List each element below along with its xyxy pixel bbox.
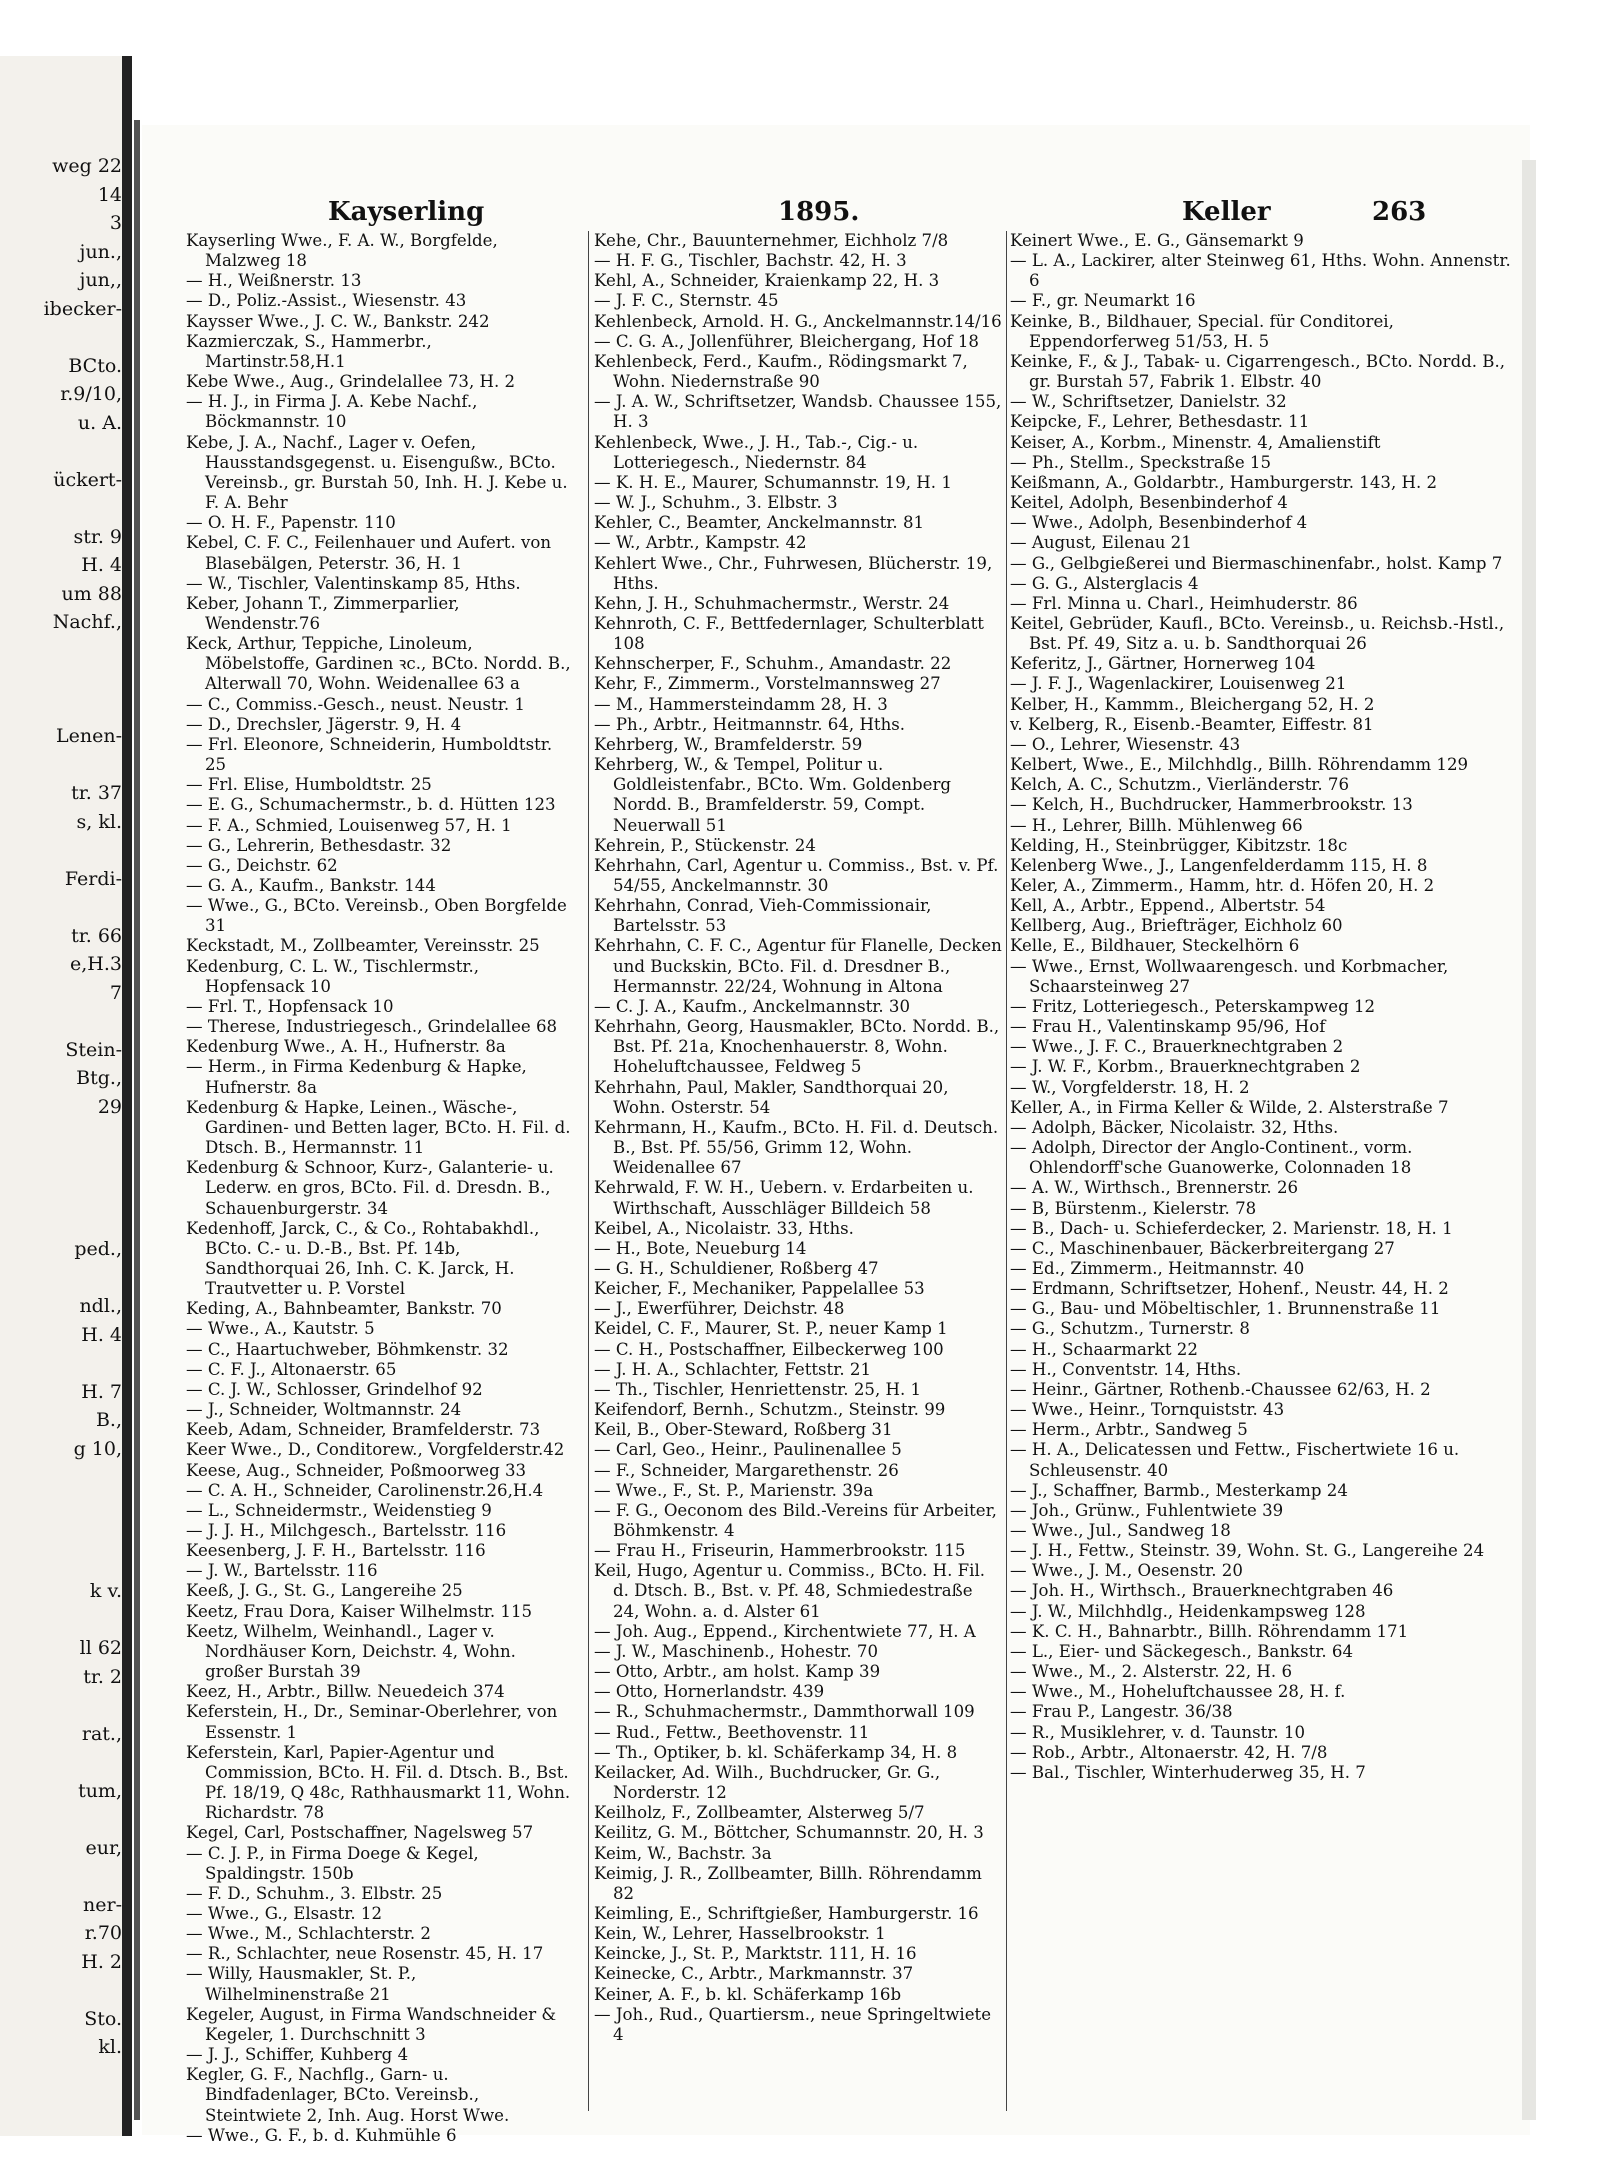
directory-entry: Kehlenbeck, Wwe., J. H., Tab.-, Cig.- u. Lotteriegesch., Niedernstr. 84 (594, 432, 919, 472)
directory-entry: — J., Ewerführer, Deichstr. 48 (594, 1299, 845, 1319)
directory-entry: Keck, Arthur, Teppiche, Linoleum, Möbelstoffe, Gardinen ꝛc., BCto. Nordd. B., Alterwall 70, Wohn. Weidenallee 63 a (186, 634, 571, 694)
directory-entry: — G. H., Schuldiener, Roßberg 47 (594, 1258, 879, 1278)
directory-entry: Keller, A., in Firma Keller & Wilde, 2. Alsterstraße 7 (1010, 1097, 1449, 1117)
directory-entry: Keding, A., Bahnbeamter, Bankstr. 70 (186, 1299, 502, 1319)
directory-entry: — F., Schneider, Margarethenstr. 26 (594, 1460, 899, 1480)
adjacent-page-fragment: Lenen- (56, 725, 122, 747)
directory-entry: — Joh., Rud., Quartiersm., neue Springeltwiete 4 (594, 2004, 992, 2044)
directory-entry: Keetz, Wilhelm, Weinhandl., Lager v. Nordhäuser Korn, Deichstr. 4, Wohn. großer Burstah 39 (186, 1621, 516, 1682)
directory-entry: Keil, B., Ober-Steward, Roßberg 31 (594, 1420, 893, 1440)
directory-entry: — R., Schuhmachermstr., Dammthorwall 109 (594, 1702, 975, 1722)
adjacent-page-fragment: Ferdi- (64, 867, 122, 890)
directory-entry: — C. J. W., Schlosser, Grindelhof 92 (186, 1379, 483, 1399)
adjacent-page-strip (0, 56, 125, 2136)
directory-entry: — Ph., Stellm., Speckstraße 15 (1010, 452, 1272, 472)
directory-entry: Kegel, Carl, Postschaffner, Nagelsweg 57 (186, 1823, 534, 1843)
directory-entry: — C. J. P., in Firma Doege & Kegel, Spaldingstr. 150b (186, 1843, 479, 1883)
adjacent-page-fragment: tr. 2 (83, 1665, 122, 1688)
directory-entry: — Wwe., G., BCto. Vereinsb., Oben Borgfelde 31 (186, 896, 567, 936)
directory-entry: — G., Lehrerin, Bethesdastr. 32 (186, 835, 452, 855)
directory-entry: — Frau H., Friseurin, Hammerbrookstr. 115 (594, 1541, 966, 1561)
directory-entry: — H. A., Delicatessen und Fettw., Fischertwiete 16 u. Schleusenstr. 40 (1010, 1440, 1460, 1480)
directory-entry: — L. A., Lackirer, alter Steinweg 61, Hths. Wohn. Annenstr. 6 (1010, 251, 1511, 291)
directory-entry: Kehrein, P., Stückenstr. 24 (594, 835, 816, 855)
adjacent-page-fragment: 29 (97, 1095, 122, 1118)
adjacent-page-fragment: jun,, (79, 269, 122, 291)
directory-entry: — C. F. J., Altonaerstr. 65 (186, 1359, 397, 1379)
directory-entry: — Bal., Tischler, Winterhuderweg 35, H. 7 (1010, 1762, 1366, 1782)
directory-entry: — Therese, Industriegesch., Grindelallee 68 (186, 1017, 558, 1037)
directory-entry: — D., Drechsler, Jägerstr. 9, H. 4 (186, 714, 462, 734)
directory-entry: Keese, Aug., Schneider, Poßmoorweg 33 (186, 1460, 527, 1480)
directory-entry: — J. J. H., Milchgesch., Bartelsstr. 116 (186, 1521, 507, 1540)
gutter-shadow (134, 120, 140, 2120)
directory-entry: — Ed., Zimmerm., Heitmannstr. 40 (1010, 1258, 1305, 1278)
adjacent-page-fragment: jun., (79, 240, 122, 263)
directory-entry: — G. A., Kaufm., Bankstr. 144 (186, 876, 436, 895)
directory-entry: Kell, A., Arbtr., Eppend., Albertstr. 54 (1010, 896, 1326, 916)
directory-entry: — D., Poliz.-Assist., Wiesenstr. 43 (186, 291, 467, 311)
directory-entry: Kehrhahn, Paul, Makler, Sandthorquai 20, Wohn. Osterstr. 54 (594, 1077, 949, 1117)
directory-entry: — K. H. E., Maurer, Schumannstr. 19, H. 1 (594, 472, 952, 492)
directory-entry: — Wwe., F., St. P., Marienstr. 39a (594, 1480, 874, 1500)
directory-entry: — O. H. F., Papenstr. 110 (186, 513, 396, 533)
directory-entry: Keimling, E., Schriftgießer, Hamburgerstr. 16 (594, 1903, 979, 1923)
directory-entry: — Ph., Arbtr., Heitmannstr. 64, Hths. (594, 714, 906, 734)
directory-entry: Keincke, J., St. P., Marktstr. 111, H. 16 (594, 1944, 917, 1964)
directory-entry: — C. H., Postschaffner, Eilbeckerweg 100 (594, 1339, 944, 1359)
directory-entry: Kehe, Chr., Bauunternehmer, Eichholz 7/8 (594, 231, 949, 250)
directory-entry: Kehrhahn, C. F. C., Agentur für Flanelle, Decken und Buckskin, BCto. Fil. d. Dresdner B., Hermannstr. 22/24, Wohnung in Altona (594, 936, 1002, 996)
directory-column-2 (594, 231, 1002, 2111)
adjacent-page-fragment: 3 (109, 212, 122, 234)
directory-entry: Keinert Wwe., E. G., Gänsemarkt 9 (1010, 231, 1304, 250)
directory-entry: Keinke, F., & J., Tabak- u. Cigarrengesch., BCto. Nordd. B., gr. Burstah 57, Fabrik 1. Elbstr. 40 (1010, 351, 1505, 392)
directory-entry: — Erdmann, Schriftsetzer, Hohenf., Neustr. 44, H. 2 (1010, 1279, 1449, 1299)
directory-entry: — W., Vorgfelderstr. 18, H. 2 (1010, 1077, 1250, 1097)
directory-entry: Keidel, C. F., Maurer, St. P., neuer Kamp 1 (594, 1319, 948, 1339)
directory-entry: — K. C. H., Bahnarbtr., Billh. Röhrendamm 171 (1010, 1621, 1409, 1641)
directory-entry: — J. W., Maschinenb., Hohestr. 70 (594, 1641, 879, 1661)
directory-entry: — F., gr. Neumarkt 16 (1010, 291, 1196, 311)
directory-entry: Keckstadt, M., Zollbeamter, Vereinsstr. 25 (186, 936, 540, 956)
directory-entry: — H., Lehrer, Billh. Mühlenweg 66 (1010, 815, 1303, 835)
directory-entry: — Wwe., Jul., Sandweg 18 (1010, 1521, 1231, 1540)
adjacent-page-fragment: tum, (78, 1779, 122, 1802)
adjacent-page-fragment: tr. 37 (71, 782, 122, 804)
directory-entry: Keferitz, J., Gärtner, Hornerweg 104 (1010, 654, 1316, 674)
adjacent-page-fragment: Stein- (65, 1038, 122, 1061)
directory-entry: Kehn, J. H., Schuhmachermstr., Werstr. 24 (594, 593, 950, 613)
directory-entry: Keil, Hugo, Agentur u. Commiss., BCto. H. Fil. d. Dtsch. B., Bst. v. Pf. 48, Schmiedestraße 24, Wohn. a. d. Alster 61 (594, 1561, 986, 1621)
directory-entry: Kehrhahn, Conrad, Vieh-Commissionair, Bartelsstr. 53 (594, 896, 932, 936)
directory-entry: — J. J., Schiffer, Kuhberg 4 (186, 2045, 409, 2065)
directory-entry: — Joh., Grünw., Fuhlentwiete 39 (1010, 1500, 1284, 1520)
adjacent-page-fragment: ll 62 (79, 1637, 122, 1659)
directory-entry: — W., Tischler, Valentinskamp 85, Hths. (186, 573, 521, 593)
page-edge (1522, 160, 1536, 2120)
directory-entry: — E. G., Schumachermstr., b. d. Hütten 123 (186, 795, 556, 815)
directory-entry: — W., Arbtr., Kampstr. 42 (594, 533, 807, 553)
directory-entry: — J. W., Milchhdlg., Heidenkampsweg 128 (1010, 1601, 1366, 1621)
directory-entry: Kehler, C., Beamter, Anckelmannstr. 81 (594, 513, 925, 533)
directory-entry: — C., Maschinenbauer, Bäckerbreitergang 27 (1010, 1238, 1395, 1258)
directory-entry: — L., Eier- und Säckegesch., Bankstr. 64 (1010, 1641, 1354, 1661)
directory-entry: — M., Hammersteindamm 28, H. 3 (594, 694, 888, 714)
adjacent-page-fragment: B., (95, 1409, 122, 1431)
adjacent-page-fragment: rat., (81, 1722, 122, 1745)
directory-entry: Kehrwald, F. W. H., Uebern. v. Erdarbeiten u. Wirthschaft, Ausschläger Billdeich 58 (594, 1178, 974, 1218)
directory-entry: Kelle, E., Bildhauer, Steckelhörn 6 (1010, 936, 1300, 956)
directory-entry: — Frau H., Valentinskamp 95/96, Hof (1010, 1017, 1326, 1037)
directory-entry: Kegler, G. F., Nachflg., Garn- u. Bindfadenlager, BCto. Vereinsb., Steintwiete 2, Inh. Aug. Horst Wwe. (186, 2065, 510, 2125)
directory-entry: Keifendorf, Bernh., Schutzm., Steinstr. 99 (594, 1400, 946, 1420)
directory-entry: — Joh. H., Wirthsch., Brauerknechtgraben 46 (1010, 1581, 1394, 1601)
directory-entry: — H. F. G., Tischler, Bachstr. 42, H. 3 (594, 251, 907, 271)
directory-entry: — F. G., Oeconom des Bild.-Vereins für Arbeiter, Böhmkenstr. 4 (594, 1500, 997, 1540)
directory-entry: Keitel, Gebrüder, Kaufl., BCto. Vereinsb., u. Reichsb.-Hstl., Bst. Pf. 49, Sitz a. u. b. Sandthorquai 26 (1010, 613, 1505, 654)
directory-entry: — H., Bote, Neueburg 14 (594, 1238, 807, 1258)
directory-entry: — G., Deichstr. 62 (186, 855, 338, 875)
directory-entry: — Joh. Aug., Eppend., Kirchentwiete 77, H. A (594, 1621, 976, 1641)
directory-entry: — G., Schutzm., Turnerstr. 8 (1010, 1319, 1250, 1339)
directory-entry: — August, Eilenau 21 (1010, 533, 1192, 553)
directory-entry: — O., Lehrer, Wiesenstr. 43 (1010, 734, 1241, 754)
directory-entry: — Herm., in Firma Kedenburg & Hapke, Hufnerstr. 8a (186, 1057, 527, 1097)
directory-entry: Kehrberg, W., Bramfelderstr. 59 (594, 734, 863, 754)
directory-entry: Keferstein, Karl, Papier-Agentur und Commission, BCto. H. Fil. d. Dtsch. B., Bst. Pf. 18/19, Q 48c, Rathhausmarkt 11, Wohn. Richardstr. 78 (186, 1742, 571, 1823)
directory-entry: Keber, Johann T., Zimmerparlier, Wendenstr.76 (186, 593, 460, 633)
adjacent-page-fragment: Sto. (84, 2007, 122, 2030)
directory-entry: — Willy, Hausmakler, St. P., Wilhelminenstraße 21 (186, 1964, 417, 2004)
directory-entry: Keißmann, A., Goldarbtr., Hamburgerstr. 143, H. 2 (1010, 472, 1438, 492)
directory-entry: Kelding, H., Steinbrügger, Kibitzstr. 18c (1010, 835, 1348, 855)
adjacent-page-fragment: s, kl. (76, 810, 122, 833)
directory-entry: Keimig, J. R., Zollbeamter, Billh. Röhrendamm 82 (594, 1863, 982, 1903)
directory-entry: — J. W. F., Korbm., Brauerknechtgraben 2 (1010, 1057, 1361, 1077)
adjacent-page-fragment: Nachf., (52, 611, 122, 633)
directory-entry: Kelbert, Wwe., E., Milchhdlg., Billh. Röhrendamm 129 (1010, 755, 1469, 775)
directory-entry: — G., Bau- und Möbeltischler, 1. Brunnenstraße 11 (1010, 1299, 1441, 1319)
directory-entry: — Frl. Eleonore, Schneiderin, Humboldtstr. 25 (186, 734, 553, 775)
directory-entry: Keer Wwe., D., Conditorew., Vorgfelderstr.42 (186, 1440, 565, 1460)
adjacent-page-fragment: str. 9 (73, 525, 122, 548)
directory-entry: Kayserling Wwe., F. A. W., Borgfelde, Malzweg 18 (186, 231, 498, 271)
directory-entry: — Fritz, Lotteriegesch., Peterskampweg 12 (1010, 996, 1376, 1016)
directory-entry: Keeb, Adam, Schneider, Bramfelderstr. 73 (186, 1420, 541, 1440)
directory-entry: — J. W., Bartelsstr. 116 (186, 1561, 378, 1581)
directory-entry: — H., Schaarmarkt 22 (1010, 1339, 1198, 1359)
directory-entry: — C., Haartuchweber, Böhmkenstr. 32 (186, 1339, 509, 1359)
directory-entry: — L., Schneidermstr., Weidenstieg 9 (186, 1500, 492, 1520)
adjacent-page-fragment: u. A. (77, 411, 122, 434)
directory-entry: — J. F. C., Sternstr. 45 (594, 291, 779, 311)
directory-entry: — C. A. H., Schneider, Carolinenstr.26,H.4 (186, 1480, 544, 1500)
adjacent-page-fragment: H. 4 (81, 554, 122, 576)
adjacent-page-fragment: tr. 66 (71, 924, 122, 947)
directory-entry: — Th., Optiker, b. kl. Schäferkamp 34, H. 8 (594, 1742, 958, 1762)
directory-entry: — Wwe., Ernst, Wollwaarengesch. und Korbmacher, Schaarsteinweg 27 (1010, 956, 1449, 996)
directory-entry: — F. A., Schmied, Louisenweg 57, H. 1 (186, 815, 512, 835)
directory-entry: — Wwe., M., Schlachterstr. 2 (186, 1924, 431, 1944)
directory-entry: — J. H. A., Schlachter, Fettstr. 21 (594, 1359, 872, 1379)
directory-entry: Kehlenbeck, Ferd., Kaufm., Rödingsmarkt 7, Wohn. Niedernstraße 90 (594, 351, 968, 392)
directory-entry: Kehl, A., Schneider, Kraienkamp 22, H. 3 (594, 271, 940, 291)
header-year: 1895. (778, 197, 860, 227)
header-right-keyword: Keller (1182, 197, 1271, 227)
adjacent-page-fragment: BCto. (68, 354, 122, 377)
header-left-keyword: Kayserling (328, 197, 485, 227)
directory-entry: — Wwe., Adolph, Besenbinderhof 4 (1010, 513, 1308, 533)
directory-entry: Keiser, A., Korbm., Minenstr. 4, Amalienstift (1010, 432, 1381, 452)
directory-entry: Kehnscherper, F., Schuhm., Amandastr. 22 (594, 654, 952, 674)
adjacent-page-fragment: kl. (98, 2036, 122, 2058)
adjacent-page-fragment: H. 4 (81, 1323, 122, 1346)
directory-entry: — Th., Tischler, Henriettenstr. 25, H. 1 (594, 1379, 922, 1399)
directory-entry: v. Kelberg, R., Eisenb.-Beamter, Eiffestr. 81 (1010, 714, 1374, 734)
directory-entry: Keilitz, G. M., Böttcher, Schumannstr. 20, H. 3 (594, 1823, 984, 1843)
directory-entry: — W., Schriftsetzer, Danielstr. 32 (1010, 392, 1287, 412)
directory-entry: — Adolph, Bäcker, Nicolaistr. 32, Hths. (1010, 1117, 1339, 1137)
directory-entry: Keesenberg, J. F. H., Bartelsstr. 116 (186, 1541, 486, 1561)
directory-entry: — Wwe., Heinr., Tornquiststr. 43 (1010, 1400, 1285, 1420)
adjacent-page-fragment: ndl., (79, 1295, 122, 1317)
directory-entry: Keitel, Adolph, Besenbinderhof 4 (1010, 493, 1288, 513)
directory-entry: — Wwe., J. M., Oesenstr. 20 (1010, 1561, 1243, 1581)
adjacent-page-fragment: r.9/10, (60, 383, 122, 405)
directory-entry: Keetz, Frau Dora, Kaiser Wilhelmstr. 115 (186, 1601, 533, 1621)
adjacent-page-fragment: H. 2 (81, 1950, 122, 1973)
directory-entry: Keler, A., Zimmerm., Hamm, htr. d. Höfen 20, H. 2 (1010, 876, 1435, 895)
directory-entry: Kebe Wwe., Aug., Grindelallee 73, H. 2 (186, 372, 516, 392)
directory-entry: Kedenburg & Schnoor, Kurz-, Galanterie- u. Lederw. en gros, BCto. Fil. d. Dresdn. B., Schauenburgerstr. 34 (186, 1158, 554, 1218)
directory-entry: Keibel, A., Nicolaistr. 33, Hths. (594, 1218, 854, 1238)
directory-entry: — Frl. T., Hopfensack 10 (186, 996, 394, 1016)
directory-entry: — A. W., Wirthsch., Brennerstr. 26 (1010, 1178, 1299, 1198)
adjacent-page-fragment: eur, (85, 1836, 122, 1859)
directory-entry: Keeß, J. G., St. G., Langereihe 25 (186, 1581, 463, 1601)
adjacent-page-fragment: 14 (97, 183, 122, 206)
directory-entry: — Rud., Fettw., Beethovenstr. 11 (594, 1722, 870, 1742)
adjacent-page-fragment: ibecker- (43, 297, 122, 320)
adjacent-page-fragment: g 10, (73, 1437, 122, 1460)
directory-entry: — B, Bürstenm., Kielerstr. 78 (1010, 1198, 1257, 1218)
directory-entry: — R., Schlachter, neue Rosenstr. 45, H. 17 (186, 1944, 544, 1964)
directory-entry: — J., Schaffner, Barmb., Mesterkamp 24 (1010, 1480, 1348, 1500)
adjacent-page-fragment: r.70 (84, 1922, 122, 1944)
directory-entry: — C. G. A., Jollenführer, Bleichergang, Hof 18 (594, 331, 979, 351)
adjacent-page-fragment: 7 (109, 981, 122, 1004)
directory-entry: — Carl, Geo., Heinr., Paulinenallee 5 (594, 1440, 902, 1460)
directory-entry: — R., Musiklehrer, v. d. Taunstr. 10 (1010, 1722, 1306, 1742)
directory-entry: Keez, H., Arbtr., Billw. Neuedeich 374 (186, 1682, 505, 1702)
adjacent-page-fragment: ner- (83, 1893, 122, 1916)
directory-entry: — Heinr., Gärtner, Rothenb.-Chaussee 62/63, H. 2 (1010, 1379, 1431, 1399)
adjacent-page-fragment: weg 22 (52, 155, 122, 177)
directory-entry: Keferstein, H., Dr., Seminar-Oberlehrer, von Essenstr. 1 (186, 1702, 558, 1742)
directory-entry: — Wwe., J. F. C., Brauerknechtgraben 2 (1010, 1037, 1344, 1057)
directory-column-1 (186, 231, 571, 2145)
directory-entry: — Frl. Elise, Humboldtstr. 25 (186, 775, 432, 795)
directory-entry: Kebel, C. F. C., Feilenhauer und Aufert. von Blasebälgen, Peterstr. 36, H. 1 (186, 533, 552, 573)
adjacent-page-fragment: H. 7 (81, 1380, 122, 1403)
directory-entry: Kebe, J. A., Nachf., Lager v. Oefen, Hausstandsgegenst. u. Eisengußw., BCto. Vereinsb., gr. Burstah 50, Inh. H. J. Kebe u. F. A. Behr (186, 432, 568, 513)
directory-entry: Kaysser Wwe., J. C. W., Bankstr. 242 (186, 311, 490, 331)
directory-entry: Keinke, B., Bildhauer, Special. für Conditorei, Eppendorferweg 51/53, H. 5 (1010, 311, 1394, 351)
directory-entry: — H. J., in Firma J. A. Kebe Nachf., Böckmannstr. 10 (186, 392, 478, 432)
directory-entry: — J., Schneider, Woltmannstr. 24 (186, 1400, 462, 1420)
directory-entry: — Wwe., G., Elsastr. 12 (186, 1903, 383, 1923)
directory-entry: Keipcke, F., Lehrer, Bethesdastr. 11 (1010, 412, 1310, 432)
directory-entry: Keinecke, C., Arbtr., Markmannstr. 37 (594, 1964, 914, 1984)
directory-entry: Keiner, A. F., b. kl. Schäferkamp 16b (594, 1984, 902, 2004)
directory-entry: Keilacker, Ad. Wilh., Buchdrucker, Gr. G., Norderstr. 12 (594, 1762, 941, 1803)
directory-entry: Kedenburg & Hapke, Leinen., Wäsche-, Gardinen- und Betten lager, BCto. H. Fil. d. Dtsch. B., Hermannstr. 11 (186, 1097, 571, 1158)
adjacent-page-fragment: ped., (74, 1238, 122, 1260)
directory-entry: — Otto, Arbtr., am holst. Kamp 39 (594, 1662, 881, 1682)
directory-entry: — Adolph, Director der Anglo-Continent., vorm. Ohlendorff'sche Guanowerke, Colonnaden 18 (1010, 1138, 1413, 1178)
directory-entry: — W. J., Schuhm., 3. Elbstr. 3 (594, 493, 838, 513)
directory-entry: — Frl. Minna u. Charl., Heimhuderstr. 86 (1010, 593, 1358, 613)
directory-entry: Keim, W., Bachstr. 3a (594, 1843, 772, 1863)
directory-entry: — Otto, Hornerlandstr. 439 (594, 1682, 825, 1702)
directory-entry: Kehrmann, H., Kaufm., BCto. H. Fil. d. Deutsch. B., Bst. Pf. 55/56, Grimm 12, Wohn. Weidenallee 67 (594, 1117, 999, 1178)
column-rule (588, 231, 589, 2111)
directory-entry: Kehlert Wwe., Chr., Fuhrwesen, Blücherstr. 19, Hths. (594, 553, 993, 593)
directory-entry: — Kelch, H., Buchdrucker, Hammerbrookstr. 13 (1010, 795, 1413, 815)
directory-entry: — B., Dach- u. Schieferdecker, 2. Marienstr. 18, H. 1 (1010, 1218, 1453, 1238)
directory-entry: — G., Gelbgießerei und Biermaschinenfabr., holst. Kamp 7 (1010, 553, 1503, 573)
adjacent-page-fragment: Btg., (76, 1067, 122, 1089)
directory-entry: Keicher, F., Mechaniker, Pappelallee 53 (594, 1279, 925, 1299)
directory-entry: — J. H., Fettw., Steinstr. 39, Wohn. St. G., Langereihe 24 (1010, 1541, 1485, 1561)
directory-entry: — J. A. W., Schriftsetzer, Wandsb. Chaussee 155, H. 3 (594, 392, 1002, 432)
directory-entry: — Wwe., M., Hoheluftchaussee 28, H. f. (1010, 1682, 1346, 1702)
adjacent-page-fragment: e,H.3 (70, 953, 122, 975)
directory-entry: — C. J. A., Kaufm., Anckelmannstr. 30 (594, 996, 911, 1016)
directory-page (142, 125, 1530, 2145)
directory-entry: Kehrhahn, Carl, Agentur u. Commiss., Bst. v. Pf. 54/55, Anckelmannstr. 30 (594, 855, 999, 895)
adjacent-page-fragment: ückert- (53, 468, 122, 491)
directory-entry: Kedenburg, C. L. W., Tischlermstr., Hopfensack 10 (186, 956, 480, 996)
directory-entry: Kellberg, Aug., Briefträger, Eichholz 60 (1010, 916, 1343, 936)
directory-entry: — Frau P., Langestr. 36/38 (1010, 1702, 1233, 1722)
directory-entry: — F. D., Schuhm., 3. Elbstr. 25 (186, 1883, 443, 1903)
directory-entry: Kelenberg Wwe., J., Langenfelderdamm 115, H. 8 (1010, 855, 1428, 875)
directory-entry: — J. F. J., Wagenlackirer, Louisenweg 21 (1010, 674, 1347, 694)
book-gutter (122, 56, 132, 2136)
directory-entry: — Rob., Arbtr., Altonaerstr. 42, H. 7/8 (1010, 1742, 1328, 1762)
directory-entry: — G. G., Alsterglacis 4 (1010, 573, 1199, 593)
directory-entry: Kedenburg Wwe., A. H., Hufnerstr. 8a (186, 1037, 506, 1057)
column-rule (1006, 231, 1007, 2111)
directory-entry: Keilholz, F., Zollbeamter, Alsterweg 5/7 (594, 1803, 925, 1823)
directory-entry: Kehrberg, W., & Tempel, Politur u. Goldleistenfabr., BCto. Wm. Goldenberg Nordd. B., Bramfelderstr. 59, Compt. Neuerwall 51 (594, 755, 952, 835)
directory-entry: Kelch, A. C., Schutzm., Vierländerstr. 76 (1010, 775, 1350, 795)
page-number: 263 (1372, 197, 1427, 227)
directory-entry: — Wwe., M., 2. Alsterstr. 22, H. 6 (1010, 1662, 1293, 1682)
directory-entry: — Wwe., A., Kautstr. 5 (186, 1319, 375, 1339)
directory-entry: — C., Commiss.-Gesch., neust. Neustr. 1 (186, 694, 525, 714)
adjacent-page-fragment: um 88 (61, 582, 122, 605)
directory-entry: Kehr, F., Zimmerm., Vorstelmannsweg 27 (594, 674, 941, 694)
directory-entry: Kazmierczak, S., Hammerbr., Martinstr.58,H.1 (186, 331, 432, 371)
directory-entry: — Wwe., G. F., b. d. Kuhmühle 6 (186, 2125, 457, 2145)
directory-entry: Kegeler, August, in Firma Wandschneider & Kegeler, 1. Durchschnitt 3 (186, 2004, 557, 2044)
adjacent-page-fragment: k v. (89, 1580, 122, 1602)
directory-entry: Kelber, H., Kammm., Bleichergang 52, H. 2 (1010, 694, 1375, 714)
directory-column-3 (1010, 231, 1516, 2111)
directory-entry: Kehrhahn, Georg, Hausmakler, BCto. Nordd. B., Bst. Pf. 21a, Knochenhauerstr. 8, Wohn. Hoheluftchaussee, Feldweg 5 (594, 1017, 1000, 1077)
directory-entry: — Herm., Arbtr., Sandweg 5 (1010, 1420, 1248, 1440)
directory-entry: Kein, W., Lehrer, Hasselbrookstr. 1 (594, 1924, 886, 1944)
directory-entry: Kedenhoff, Jarck, C., & Co., Rohtabakhdl., BCto. C.- u. D.-B., Bst. Pf. 14b, Sandthorquai 26, Inh. C. K. Jarck, H. Trautvetter u. P. Vorstel (186, 1218, 540, 1299)
directory-entry: — H., Conventstr. 14, Hths. (1010, 1359, 1242, 1379)
directory-entry: Kehlenbeck, Arnold. H. G., Anckelmannstr.14/16 (594, 311, 1002, 331)
page-header (142, 197, 1530, 231)
directory-entry: Kehnroth, C. F., Bettfedernlager, Schulterblatt 108 (594, 613, 984, 654)
directory-entry: — H., Weißnerstr. 13 (186, 271, 362, 291)
